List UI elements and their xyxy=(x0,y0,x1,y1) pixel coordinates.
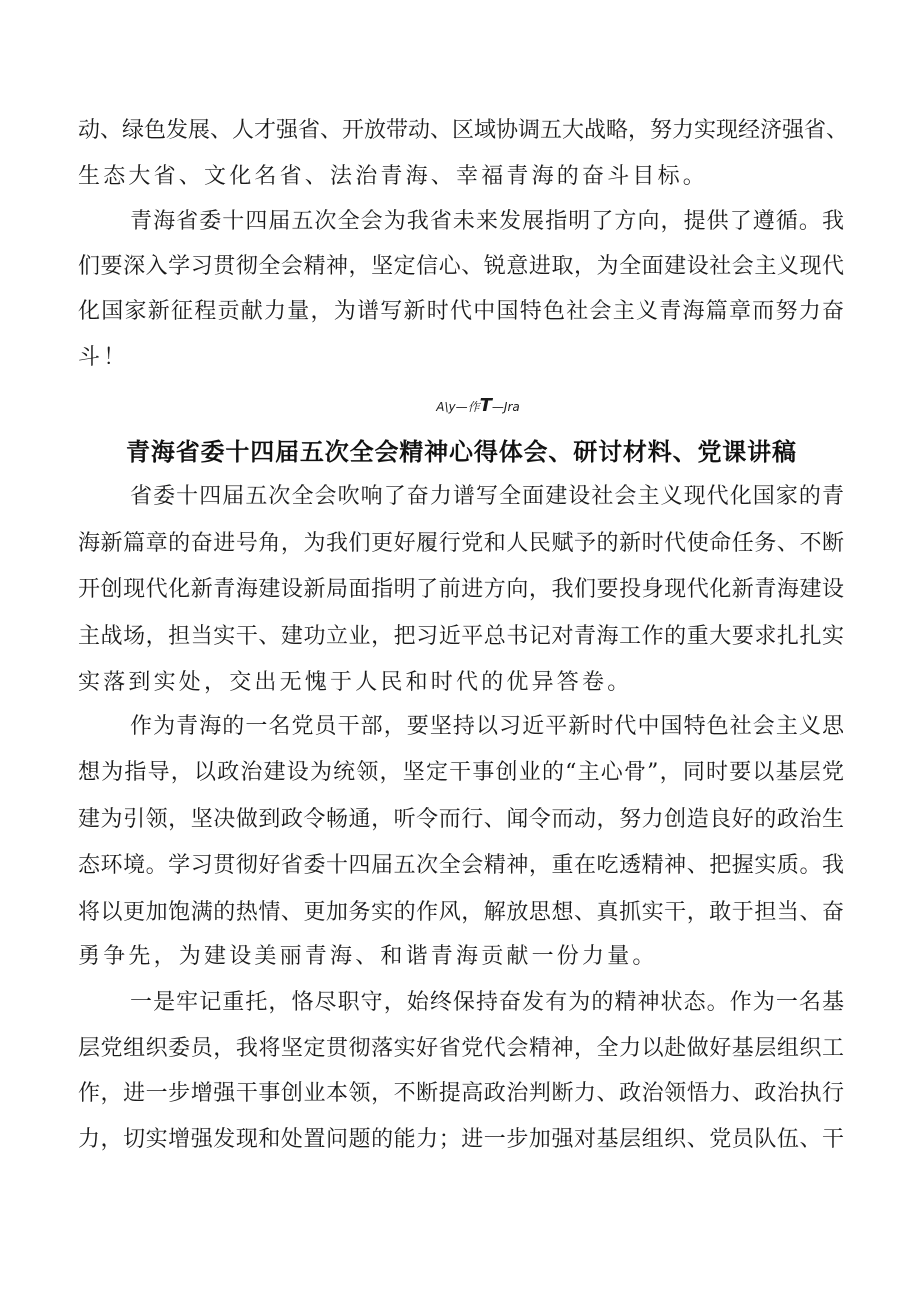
paragraph-line: 们要深入学习贯彻全会精神，坚定信心、锐意进取，为全面建设社会主义现代 xyxy=(78,254,844,279)
paragraph-line: 实落到实处，交出无愧于人民和时代的优异答卷。 xyxy=(78,670,633,695)
divider-big-glyph: T xyxy=(479,395,492,416)
paragraph-line: 化国家新征程贡献力量，为谱写新时代中国特色社会主义青海篇章而努力奋 xyxy=(78,299,844,324)
divider-middle: —作 xyxy=(455,400,480,414)
decorative-divider xyxy=(423,397,533,415)
paragraph-line: 勇争先，为建设美丽青海、和谐青海贡献一份力量。 xyxy=(78,944,658,969)
paragraph-line: 想为指导，以政治建设为统领，坚定干事创业的“主心骨”，同时要以基层党 xyxy=(78,760,844,785)
paragraph-line: 力，切实增强发现和处置问题的能力；进一步加强对基层组织、党员队伍、干 xyxy=(78,1127,844,1152)
paragraph-line: 作，进一步增强干事创业本领，不断提高政治判断力、政治领悟力、政治执行 xyxy=(78,1081,844,1106)
divider-right: —Jra xyxy=(491,400,520,414)
paragraph-line: 态环境。学习贯彻好省委十四届五次全会精神，重在吃透精神、把握实质。我 xyxy=(78,853,844,878)
paragraph-line: 生态大省、文化名省、法治青海、幸福青海的奋斗目标。 xyxy=(78,164,709,189)
paragraph-line: 海新篇章的奋进号角，为我们更好履行党和人民赋予的新时代使命任务、不断 xyxy=(78,531,844,556)
paragraph-line: 省委十四届五次全会吹响了奋力谱写全面建设社会主义现代化国家的青 xyxy=(130,484,844,509)
paragraph-line: 作为青海的一名党员干部，要坚持以习近平新时代中国特色社会主义思 xyxy=(130,714,844,739)
paragraph-line: 开创现代化新青海建设新局面指明了前进方向，我们要投身现代化新青海建设 xyxy=(78,577,844,602)
divider-left: A\y xyxy=(436,400,456,414)
paragraph-line: 将以更加饱满的热情、更加务实的作风，解放思想、真抓实干，敢于担当、奋 xyxy=(78,900,844,925)
paragraph-line: 层党组织委员，我将坚定贯彻落实好省党代会精神，全力以赴做好基层组织工 xyxy=(78,1036,844,1061)
paragraph-line: 斗！ xyxy=(78,345,129,370)
paragraph-line: 动、绿色发展、人才强省、开放带动、区域协调五大战略，努力实现经济强省、 xyxy=(78,118,849,143)
paragraph-line: 建为引领，坚决做到政令畅通，听令而行、闻令而动，努力创造良好的政治生 xyxy=(78,807,844,832)
paragraph-line: 青海省委十四届五次全会为我省未来发展指明了方向，提供了遵循。我 xyxy=(130,209,844,234)
paragraph-line: 主战场，担当实干、建功立业，把习近平总书记对青海工作的重大要求扎扎实 xyxy=(78,624,844,649)
paragraph-line: 一是牢记重托，恪尽职守，始终保持奋发有为的精神状态。作为一名基 xyxy=(130,990,844,1015)
section-heading: 青海省委十四届五次全会精神心得体会、研讨材料、党课讲稿 xyxy=(126,438,796,466)
